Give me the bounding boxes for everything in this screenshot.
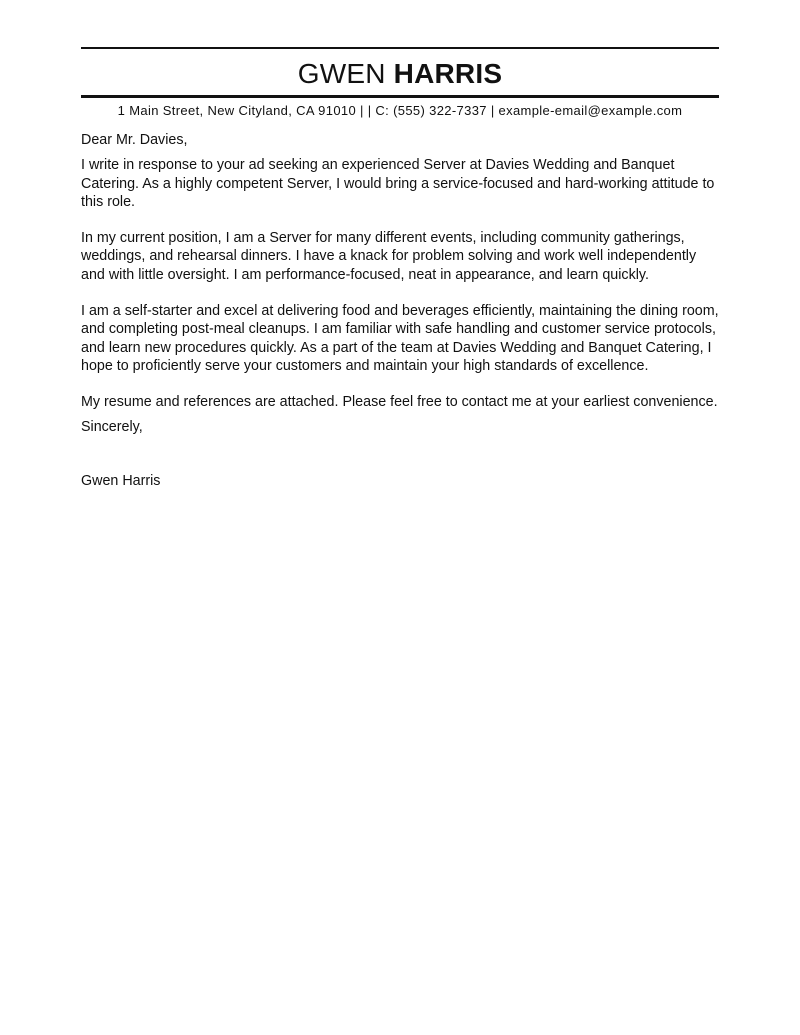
header-top-rule xyxy=(81,47,719,49)
contact-line: 1 Main Street, New Cityland, CA 91010 | | C: (555) 322-7337 | example-email@example.com xyxy=(117,103,683,118)
paragraph-closing: My resume and references are attached. Please feel free to contact me at your earliest convenience. xyxy=(81,394,718,411)
letter-body xyxy=(81,131,723,490)
header-bottom-rule xyxy=(81,95,719,98)
last-name: HARRIS xyxy=(393,58,503,89)
applicant-name xyxy=(81,57,719,91)
signature-name: Gwen Harris xyxy=(81,472,161,489)
paragraph-experience: In my current position, I am a Server for many different events, including community gatherings, weddings, and rehearsal dinners. I have a knack for problem solving and work well independently and with little oversight. I am performance-focused, neat in appearance, and learn quickly. xyxy=(81,230,697,283)
salutation: Dear Mr. Davies, xyxy=(81,132,188,148)
sign-off: Sincerely, xyxy=(81,418,143,435)
paragraph-intro: I write in response to your ad seeking an experienced Server at Davies Wedding and Banquet Catering. As a highly competent Server, I would bring a service-focused and hard-working attitude to this role. xyxy=(81,157,715,210)
paragraph-skills: I am a self-starter and excel at delivering food and beverages efficiently, maintaining the dining room, and completing post-meal cleanups. I am familiar with safe handling and customer service protocols, and learn new procedures quickly. As a part of the team at Davies Wedding and Banquet Catering, I hope to proficiently serve your customers and maintain your high standards of excellence. xyxy=(81,303,719,374)
first-name: GWEN xyxy=(297,58,386,89)
